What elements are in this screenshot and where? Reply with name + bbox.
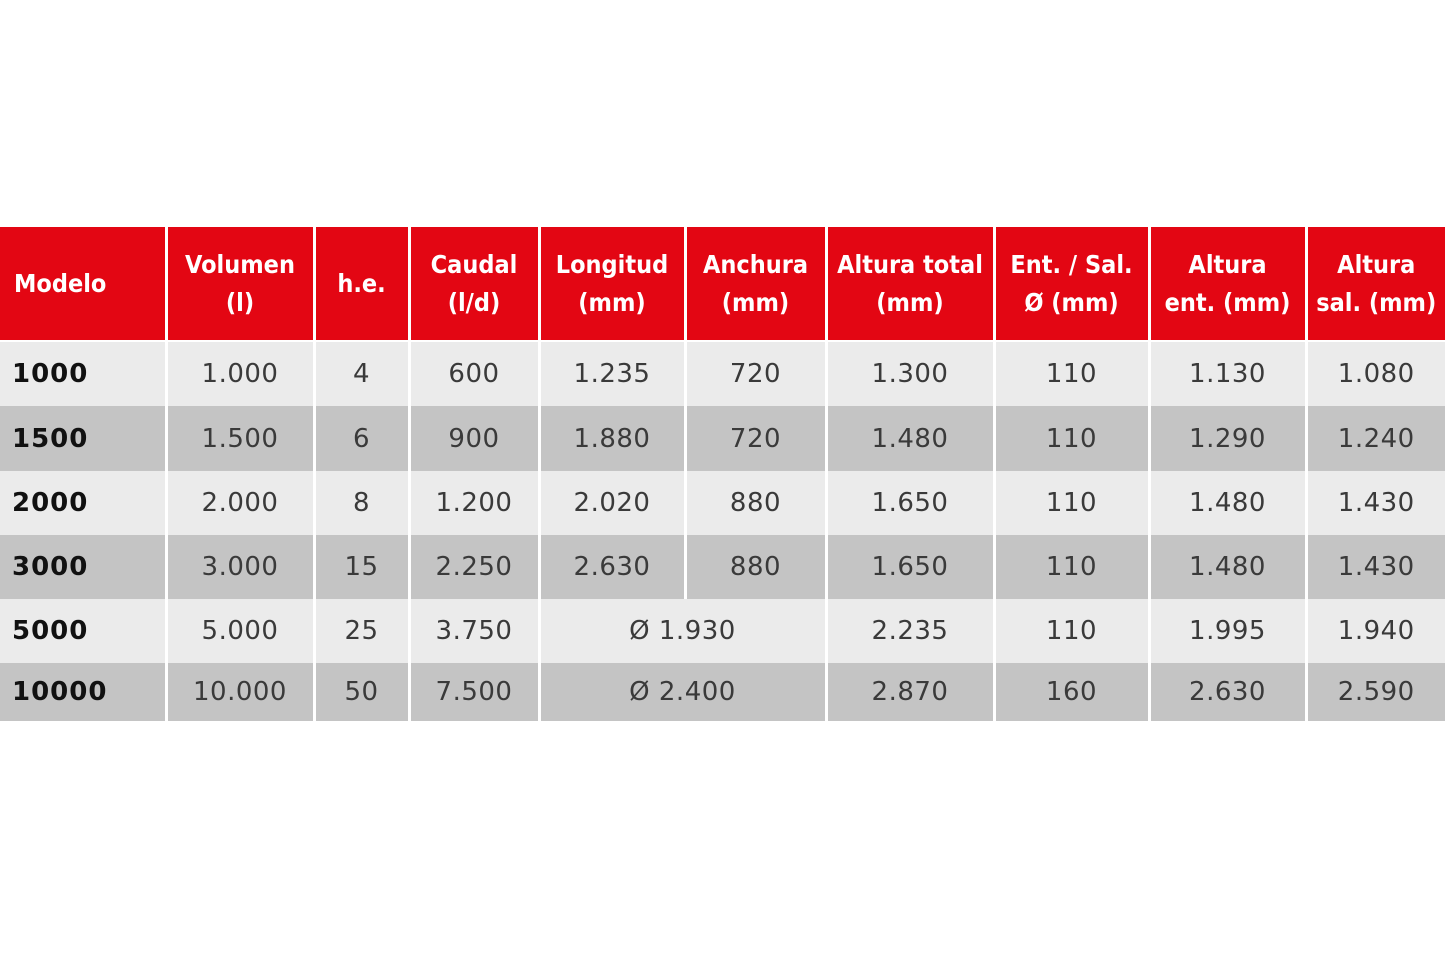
cell-caudal: 1.200 [409, 471, 539, 535]
cell-volumen: 5.000 [166, 599, 314, 663]
cell-altura-sal: 1.240 [1306, 406, 1445, 471]
cell-modelo: 10000 [0, 663, 166, 721]
cell-modelo: 1500 [0, 406, 166, 471]
cell-he: 4 [314, 341, 409, 406]
cell-he: 6 [314, 406, 409, 471]
table-row [0, 535, 1445, 599]
table-row [0, 406, 1445, 471]
cell-ent-sal: 110 [994, 341, 1149, 406]
cell-anchura: 720 [685, 406, 826, 471]
cell-ent-sal: 110 [994, 471, 1149, 535]
cell-volumen: 1.000 [166, 341, 314, 406]
table-row [0, 663, 1445, 721]
cell-diametro: Ø 1.930 [539, 599, 826, 663]
cell-altura-ent: 1.290 [1149, 406, 1306, 471]
header-he: h.e. [314, 227, 409, 341]
cell-caudal: 3.750 [409, 599, 539, 663]
header-row [0, 227, 1445, 341]
cell-altura-total: 1.300 [826, 341, 994, 406]
cell-altura-sal: 1.940 [1306, 599, 1445, 663]
cell-anchura: 880 [685, 535, 826, 599]
cell-altura-total: 1.480 [826, 406, 994, 471]
cell-caudal: 7.500 [409, 663, 539, 721]
cell-modelo: 3000 [0, 535, 166, 599]
cell-he: 25 [314, 599, 409, 663]
table-row [0, 599, 1445, 663]
cell-caudal: 900 [409, 406, 539, 471]
table-row [0, 471, 1445, 535]
spec-table [0, 227, 1445, 721]
cell-altura-ent: 1.130 [1149, 341, 1306, 406]
cell-he: 15 [314, 535, 409, 599]
cell-altura-total: 2.870 [826, 663, 994, 721]
spec-table-container [0, 227, 1445, 721]
cell-ent-sal: 160 [994, 663, 1149, 721]
cell-altura-sal: 1.430 [1306, 535, 1445, 599]
cell-caudal: 2.250 [409, 535, 539, 599]
cell-longitud: 1.880 [539, 406, 685, 471]
cell-modelo: 2000 [0, 471, 166, 535]
header-ent-sal: Ent. / Sal. Ø (mm) [994, 227, 1149, 341]
cell-volumen: 1.500 [166, 406, 314, 471]
cell-diametro: Ø 2.400 [539, 663, 826, 721]
cell-volumen: 10.000 [166, 663, 314, 721]
header-altura-ent: Altura ent. (mm) [1149, 227, 1306, 341]
cell-longitud: 1.235 [539, 341, 685, 406]
cell-ent-sal: 110 [994, 535, 1149, 599]
cell-altura-ent: 1.995 [1149, 599, 1306, 663]
cell-altura-ent: 1.480 [1149, 471, 1306, 535]
cell-anchura: 720 [685, 341, 826, 406]
cell-he: 8 [314, 471, 409, 535]
header-volumen: Volumen (l) [166, 227, 314, 341]
cell-altura-total: 1.650 [826, 535, 994, 599]
cell-altura-ent: 2.630 [1149, 663, 1306, 721]
header-anchura: Anchura (mm) [685, 227, 826, 341]
cell-volumen: 2.000 [166, 471, 314, 535]
header-altura-sal: Altura sal. (mm) [1306, 227, 1445, 341]
header-caudal: Caudal (l/d) [409, 227, 539, 341]
cell-modelo: 5000 [0, 599, 166, 663]
header-longitud: Longitud (mm) [539, 227, 685, 341]
cell-anchura: 880 [685, 471, 826, 535]
cell-modelo: 1000 [0, 341, 166, 406]
cell-ent-sal: 110 [994, 599, 1149, 663]
cell-he: 50 [314, 663, 409, 721]
cell-altura-ent: 1.480 [1149, 535, 1306, 599]
cell-caudal: 600 [409, 341, 539, 406]
cell-altura-total: 1.650 [826, 471, 994, 535]
cell-altura-total: 2.235 [826, 599, 994, 663]
cell-longitud: 2.630 [539, 535, 685, 599]
header-modelo: Modelo [0, 227, 166, 341]
header-altura-total: Altura total (mm) [826, 227, 994, 341]
cell-altura-sal: 2.590 [1306, 663, 1445, 721]
cell-volumen: 3.000 [166, 535, 314, 599]
cell-altura-sal: 1.080 [1306, 341, 1445, 406]
table-row [0, 341, 1445, 406]
cell-altura-sal: 1.430 [1306, 471, 1445, 535]
cell-longitud: 2.020 [539, 471, 685, 535]
cell-ent-sal: 110 [994, 406, 1149, 471]
